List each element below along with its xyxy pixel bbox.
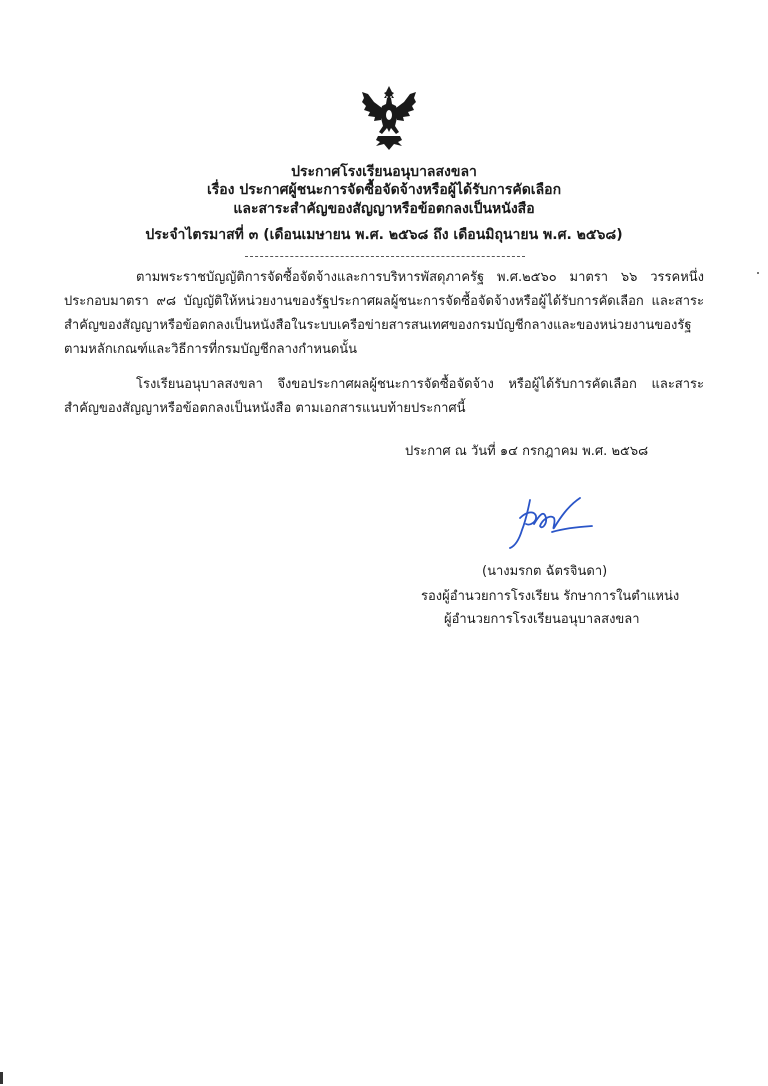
scan-edge-mark: [0, 1072, 3, 1084]
signatory-name: (นางมรกต ฉัตรจินดา): [482, 564, 608, 579]
document-period: ประจำไตรมาสที่ ๓ (เดือนเมษายน พ.ศ. ๒๕๖๘ ถึง เดือนมิถุนายน พ.ศ. ๒๕๖๘): [145, 227, 623, 243]
document-subject: เรื่อง ประกาศผู้ชนะการจัดซื้อจัดจ้างหรือผู้ได้รับการคัดเลือก: [206, 182, 562, 198]
dashed-divider: [245, 256, 525, 257]
garuda-emblem-icon: [360, 84, 418, 152]
document-subject-continued: และสาระสำคัญของสัญญาหรือข้อตกลงเป็นหนังสือ: [233, 201, 535, 217]
signatory-position: รองผู้อำนวยการโรงเรียน รักษาการในตำแหน่ง: [421, 589, 680, 604]
scan-speck: [757, 272, 759, 274]
document-title: ประกาศโรงเรียนอนุบาลสงขลา: [291, 164, 477, 180]
handwritten-signature-icon: [506, 496, 598, 554]
announcement-date: ประกาศ ณ วันที่ ๑๔ กรกฎาคม พ.ศ. ๒๕๖๘: [405, 444, 649, 459]
body-paragraph-2: โรงเรียนอนุบาลสงขลา จึงขอประกาศผลผู้ชนะการจัดซื้อจัดจ้าง หรือผู้ได้รับการคัดเลือก และสาระสำคัญของสัญญาหรือข้อตกลงเป็นหนังสือ ตามเอกสารแนบท้ายประกาศนี้: [64, 377, 704, 416]
signatory-acting-position: ผู้อำนวยการโรงเรียนอนุบาลสงขลา: [444, 612, 640, 627]
body-paragraph-1: ตามพระราชบัญญัติการจัดซื้อจัดจ้างและการบริหารพัสดุภาครัฐ พ.ศ.๒๕๖๐ มาตรา ๖๖ วรรคหนึ่ง ประกอบมาตรา ๙๘ บัญญัติให้หน่วยงานของรัฐประกาศผลผู้ชนะการจัดซื้อจัดจ้างหรือผู้ได้รับการคัดเลือก และสาระสำคัญของสัญญาหรือข้อตกลงเป็นหนังสือในระบบเครือข่ายสารสนเทศของกรมบัญชีกลางและของหน่วยงานของรัฐตามหลักเกณฑ์และวิธีการที่กรมบัญชีกลางกำหนดนั้น: [64, 270, 704, 357]
